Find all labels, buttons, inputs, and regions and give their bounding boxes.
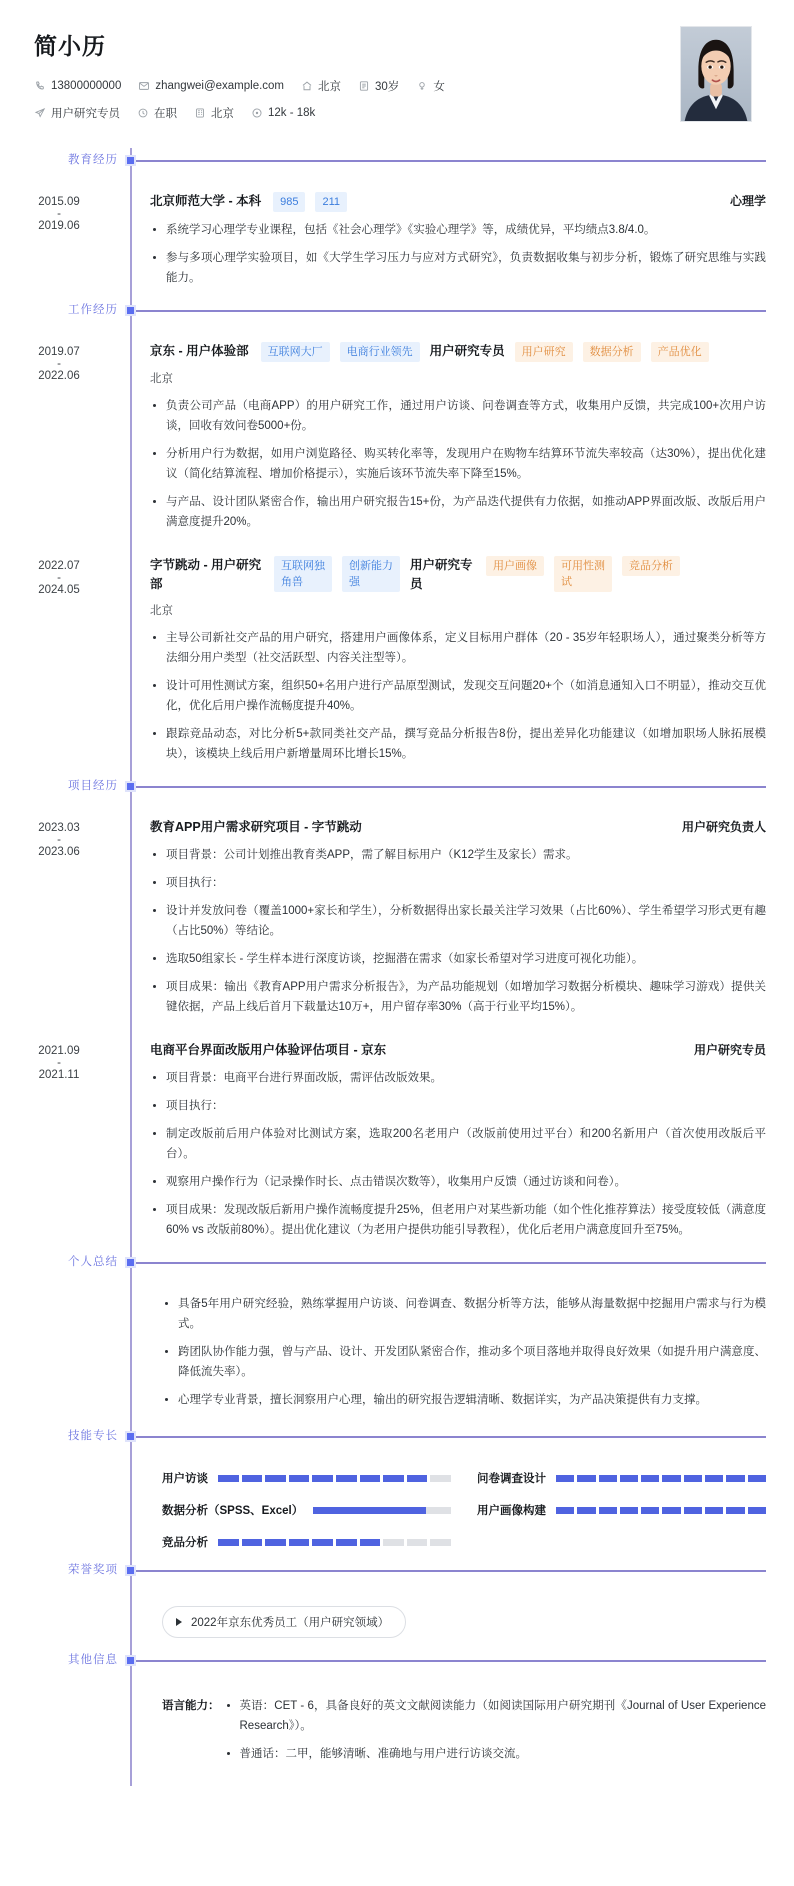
skill-segment	[662, 1475, 680, 1482]
contact-value: 12k - 18k	[268, 107, 316, 119]
section-divider	[130, 1436, 766, 1438]
work-body	[118, 556, 766, 772]
section-education	[0, 148, 794, 298]
project-bullets	[150, 1068, 766, 1240]
skill-segment	[383, 1475, 404, 1482]
contact-item	[34, 105, 120, 121]
work-entry	[0, 328, 794, 542]
skill-segment	[430, 1539, 451, 1546]
skill-segment	[218, 1539, 239, 1546]
company-name: 字节跳动 - 用户研究部	[150, 558, 262, 591]
skill-segment	[336, 1539, 357, 1546]
skill-level-bar	[556, 1507, 766, 1514]
bullet-item: 设计并发放问卷（覆盖1000+家长和学生），分析数据得出家长最关注学习效果（占比60%）、学生希望学习形式更有趣（占比50%）等结论。	[150, 901, 766, 941]
date-end: 2022.06	[38, 370, 80, 382]
resume-header	[0, 0, 794, 148]
project-body	[118, 1041, 766, 1248]
skill-segment	[556, 1475, 574, 1482]
work-bullets	[150, 628, 766, 764]
bullet-item: 心理学专业背景，擅长洞察用户心理，输出的研究报告逻辑清晰、数据详实，为产品决策提供有力支撑。	[162, 1390, 766, 1410]
education-list	[0, 178, 794, 298]
bullet-item: 观察用户操作行为（记录操作时长、点击错误次数等），收集用户反馈（通过访谈和问卷）。	[150, 1172, 766, 1192]
date-start: 2015.09	[38, 196, 80, 208]
skill-segment	[599, 1507, 617, 1514]
bullet-item: 负责公司产品（电商APP）的用户研究工作，通过用户访谈、问卷调查等方式，收集用户反馈，共完成100+次用户访谈，回收有效问卷5000+份。	[150, 396, 766, 436]
skill-name: 竞品分析	[162, 1537, 208, 1549]
project-body	[118, 818, 766, 1025]
skill-tag: 数据分析	[583, 342, 641, 362]
project-role: 用户研究负责人	[681, 820, 766, 834]
education-title-line	[150, 192, 766, 212]
bullet-item: 具备5年用户研究经验，熟练掌握用户访谈、问卷调查、数据分析等方法，能够从海量数据中挖掘用户需求与行为模式。	[162, 1294, 766, 1334]
other-body	[130, 1678, 794, 1782]
contact-item	[138, 80, 284, 92]
project-title-line	[150, 818, 766, 837]
entry-date-range	[0, 342, 118, 540]
skill-grid	[162, 1470, 766, 1550]
play-triangle-icon	[176, 1618, 182, 1626]
bullet-item: 跨团队协作能力强，曾与产品、设计、开发团队紧密合作，推动多个项目落地并取得良好效果（如提升用户满意度、降低流失率）。	[162, 1342, 766, 1382]
other-key-label: 语言能力：	[162, 1700, 220, 1712]
date-separator: -	[57, 834, 61, 846]
contact-value: 13800000000	[51, 80, 122, 92]
school-name: 北京师范大学 - 本科	[150, 194, 262, 208]
contact-value: 在职	[154, 108, 177, 120]
skill-tag: 产品优化	[651, 342, 709, 362]
contact-value: 用户研究专员	[51, 108, 120, 120]
contact-item	[194, 105, 234, 121]
section-skills	[0, 1424, 794, 1558]
skill-segment	[265, 1475, 286, 1482]
education-bullets	[150, 220, 766, 288]
skill-segment	[705, 1507, 723, 1514]
id-card-icon	[358, 80, 370, 92]
bullet-item: 项目背景：公司计划推出教育类APP，需了解目标用户（K12学生及家长）需求。	[150, 845, 766, 865]
skill-segment	[620, 1507, 638, 1514]
entry-date-range	[0, 192, 118, 296]
skill-name: 数据分析（SPSS、Excel）	[162, 1505, 304, 1517]
company-tag: 互联网大厂	[261, 342, 330, 362]
bullet-item: 英语：CET - 6，具备良好的英文文献阅读能力（如阅读国际用户研究期刊《Journal of User Experience Research》）。	[224, 1696, 767, 1736]
building-icon	[194, 107, 206, 119]
education-entry	[0, 178, 794, 298]
skill-segment	[265, 1539, 286, 1546]
skill-segment	[336, 1475, 357, 1482]
skill-segment	[407, 1475, 428, 1482]
summary-body	[130, 1280, 794, 1424]
skill-row	[162, 1534, 451, 1550]
skill-segment	[726, 1475, 744, 1482]
section-honors	[0, 1558, 794, 1648]
coin-icon	[251, 107, 263, 119]
skill-name: 用户访谈	[162, 1473, 208, 1485]
section-header-honors	[0, 1558, 794, 1588]
skill-segment	[705, 1475, 723, 1482]
skill-segment	[748, 1507, 766, 1514]
contact-value: 女	[433, 81, 445, 93]
header-left	[34, 26, 680, 132]
contact-value: 北京	[211, 108, 234, 120]
skill-segment	[641, 1475, 659, 1482]
work-title-line	[150, 342, 766, 362]
bullet-item: 与产品、设计团队紧密合作，输出用户研究报告15+份，为产品迭代提供有力依据，如推动APP界面改版、改版后用户满意度提升20%。	[150, 492, 766, 532]
timeline-node	[125, 1565, 136, 1576]
contact-item	[416, 78, 445, 94]
section-label-summary: 个人总结	[68, 1256, 118, 1268]
contact-row-secondary	[34, 105, 680, 121]
skill-segment	[360, 1475, 381, 1482]
section-header-education	[0, 148, 794, 178]
bullet-item: 设计可用性测试方案，组织50+名用户进行产品原型测试，发现交互问题20+个（如消息通知入口不明显），推动交互优化，优化后用户操作流畅度提升40%。	[150, 676, 766, 716]
skill-segment	[577, 1475, 595, 1482]
skill-tag: 可用性测试	[554, 556, 612, 592]
skill-segment	[289, 1539, 310, 1546]
bullet-item: 分析用户行为数据，如用户浏览路径、购买转化率等，发现用户在购物车结算环节流失率较高（达30%），提出优化建议（简化结算流程、增加价格提示），实施后该环节流失率下降至15%。	[150, 444, 766, 484]
skill-tag: 用户画像	[486, 556, 544, 576]
section-label-education: 教育经历	[68, 154, 118, 166]
skill-segment	[620, 1475, 638, 1482]
candidate-name: 简小历	[34, 33, 106, 59]
bullet-item: 项目背景：电商平台进行界面改版，需评估改版效果。	[150, 1068, 766, 1088]
contact-item	[34, 80, 121, 92]
bullet-item: 普通话：二甲，能够清晰、准确地与用户进行访谈交流。	[224, 1744, 767, 1764]
section-divider	[130, 786, 766, 788]
skill-segment	[312, 1539, 333, 1546]
contact-value: 北京	[318, 81, 342, 93]
bullet-item: 项目执行：	[150, 1096, 766, 1116]
project-entry	[0, 1027, 794, 1250]
timeline-node	[125, 781, 136, 792]
skill-segment	[577, 1507, 595, 1514]
skill-segment	[556, 1507, 574, 1514]
status-icon	[137, 107, 149, 119]
company-tag: 211	[315, 192, 347, 212]
skill-row	[162, 1502, 451, 1518]
date-end: 2024.05	[38, 584, 80, 596]
project-name: 电商平台界面改版用户体验评估项目 - 京东	[150, 1043, 387, 1057]
contact-item	[301, 78, 341, 94]
phone-icon	[34, 80, 46, 92]
contact-value: zhangwei@example.com	[155, 80, 285, 92]
skill-segment	[218, 1475, 239, 1482]
job-role: 用户研究专员	[410, 558, 473, 591]
timeline-node	[125, 1655, 136, 1666]
avatar	[680, 26, 752, 122]
section-header-project	[0, 774, 794, 804]
skills-body	[130, 1454, 794, 1558]
date-separator: -	[57, 358, 61, 370]
bullet-item: 参与多项心理学实验项目，如《大学生学习压力与应对方式研究》，负责数据收集与初步分析，锻炼了研究思维与实践能力。	[150, 248, 766, 288]
work-body	[118, 342, 766, 540]
date-start: 2019.07	[38, 346, 80, 358]
skill-level-bar	[218, 1475, 451, 1482]
job-role: 用户研究专员	[429, 344, 505, 358]
contact-item	[358, 78, 399, 94]
skill-row	[162, 1470, 451, 1486]
project-list	[0, 804, 794, 1250]
bullet-item: 项目执行：	[150, 873, 766, 893]
section-divider	[130, 310, 766, 312]
work-title-line	[150, 556, 766, 594]
skill-row	[477, 1470, 766, 1486]
timeline-node	[125, 1257, 136, 1268]
work-bullets	[150, 396, 766, 532]
skill-segment	[312, 1475, 333, 1482]
skill-segment	[748, 1475, 766, 1482]
skill-level-bar	[218, 1539, 451, 1546]
education-body	[118, 192, 766, 296]
skill-row	[477, 1502, 766, 1518]
project-name: 教育APP用户需求研究项目 - 字节跳动	[150, 820, 362, 834]
section-label-project: 项目经历	[68, 780, 118, 792]
project-bullets	[150, 845, 766, 1017]
company-name: 京东 - 用户体验部	[150, 344, 249, 358]
date-start: 2022.07	[38, 560, 80, 572]
work-list	[0, 328, 794, 774]
skill-segment	[242, 1539, 263, 1546]
bullet-item: 主导公司新社交产品的用户研究，搭建用户画像体系，定义目标用户群体（20 - 35岁年轻职场人），通过聚类分析等方法细分用户类型（社交活跃型、内容关注型等）。	[150, 628, 766, 668]
bullet-item: 系统学习心理学专业课程，包括《社会心理学》《实验心理学》等，成绩优异，平均绩点3.8/4.0。	[150, 220, 766, 240]
section-divider	[130, 1570, 766, 1572]
skill-tag: 竞品分析	[622, 556, 680, 576]
skill-segment	[383, 1539, 404, 1546]
skill-segment	[726, 1507, 744, 1514]
project-entry	[0, 804, 794, 1027]
skill-name: 用户画像构建	[477, 1505, 546, 1517]
skill-segment	[684, 1475, 702, 1482]
section-divider	[130, 160, 766, 162]
timeline-node	[125, 155, 136, 166]
skill-name: 问卷调查设计	[477, 1473, 546, 1485]
bullet-item: 项目成果：发现改版后新用户操作流畅度提升25%，但老用户对某些新功能（如个性化推荐算法）接受度较低（满意度60% vs 改版前80%）。提出优化建议（为老用户提供功能引导教程），优化后老用户满意度回升至75%。	[150, 1200, 766, 1240]
section-divider	[130, 1660, 766, 1662]
skill-segment	[289, 1475, 310, 1482]
timeline-node	[125, 305, 136, 316]
date-end: 2023.06	[38, 846, 80, 858]
company-tag: 985	[273, 192, 305, 212]
section-project	[0, 774, 794, 1250]
section-other	[0, 1648, 794, 1782]
work-entry	[0, 542, 794, 774]
section-divider	[130, 1262, 766, 1264]
honors-body	[130, 1588, 794, 1648]
entry-date-range	[0, 818, 118, 1025]
date-end: 2021.11	[38, 1069, 80, 1081]
contact-row-primary	[34, 78, 680, 94]
skill-segment	[641, 1507, 659, 1514]
home-icon	[301, 80, 313, 92]
section-label-honors: 荣誉奖项	[68, 1564, 118, 1576]
contact-value: 30岁	[375, 81, 400, 93]
date-start: 2021.09	[38, 1045, 80, 1057]
skill-segment	[662, 1507, 680, 1514]
paper-plane-icon	[34, 107, 46, 119]
skill-level-bar	[556, 1475, 766, 1482]
skill-tag: 用户研究	[515, 342, 573, 362]
contact-item	[251, 107, 315, 119]
date-separator: -	[57, 572, 61, 584]
major-name: 心理学	[729, 194, 766, 208]
skill-segment	[407, 1539, 428, 1546]
date-start: 2023.03	[38, 822, 80, 834]
company-tag: 互联网独角兽	[274, 556, 332, 592]
section-header-other	[0, 1648, 794, 1678]
date-end: 2019.06	[38, 220, 80, 232]
bullet-item: 项目成果：输出《教育APP用户需求分析报告》，为产品功能规划（如增加学习数据分析模块、趣味学习游戏）提供关键依据，产品上线后首月下载量达10万+，用户留存率30%（高于行业平均15%）。	[150, 977, 766, 1017]
section-header-skills	[0, 1424, 794, 1454]
skill-segment	[599, 1475, 617, 1482]
work-location: 北京	[150, 605, 173, 617]
gender-icon	[416, 80, 428, 92]
skill-segment	[242, 1475, 263, 1482]
section-work	[0, 298, 794, 774]
project-title-line	[150, 1041, 766, 1060]
project-role: 用户研究专员	[693, 1043, 766, 1057]
bullet-item: 选取50组家长 - 学生样本进行深度访谈，挖掘潜在需求（如家长希望对学习进度可视化功能）。	[150, 949, 766, 969]
skill-level-fill	[313, 1507, 426, 1514]
resume-timeline	[0, 148, 794, 1812]
work-location: 北京	[150, 373, 173, 385]
section-label-skills: 技能专长	[68, 1430, 118, 1442]
skill-level-bar	[313, 1507, 451, 1514]
company-tag: 电商行业领先	[340, 342, 420, 362]
skill-segment	[430, 1475, 451, 1482]
timeline-node	[125, 1431, 136, 1442]
date-separator: -	[57, 208, 61, 220]
entry-date-range	[0, 1041, 118, 1248]
date-separator: -	[57, 1057, 61, 1069]
honor-chip[interactable]	[162, 1606, 406, 1638]
skill-segment	[684, 1507, 702, 1514]
company-tag: 创新能力强	[342, 556, 400, 592]
honor-text: 2022年京东优秀员工（用户研究领域）	[191, 1617, 390, 1629]
bullet-item: 跟踪竞品动态，对比分析5+款同类社交产品，撰写竞品分析报告8份，提出差异化功能建议（如增加职场人脉拓展模块），该模块上线后用户新增量周环比增长15%。	[150, 724, 766, 764]
section-header-summary	[0, 1250, 794, 1280]
skill-segment	[360, 1539, 381, 1546]
section-label-other: 其他信息	[68, 1654, 118, 1666]
summary-bullets	[162, 1294, 766, 1410]
other-bullets	[224, 1696, 767, 1764]
bullet-item: 制定改版前后用户体验对比测试方案，选取200名老用户（改版前使用过平台）和200名新用户（首次使用改版后平台）。	[150, 1124, 766, 1164]
entry-date-range	[0, 556, 118, 772]
section-header-work	[0, 298, 794, 328]
section-label-work: 工作经历	[68, 304, 118, 316]
section-summary	[0, 1250, 794, 1424]
contact-item	[137, 105, 177, 121]
mail-icon	[138, 80, 150, 92]
